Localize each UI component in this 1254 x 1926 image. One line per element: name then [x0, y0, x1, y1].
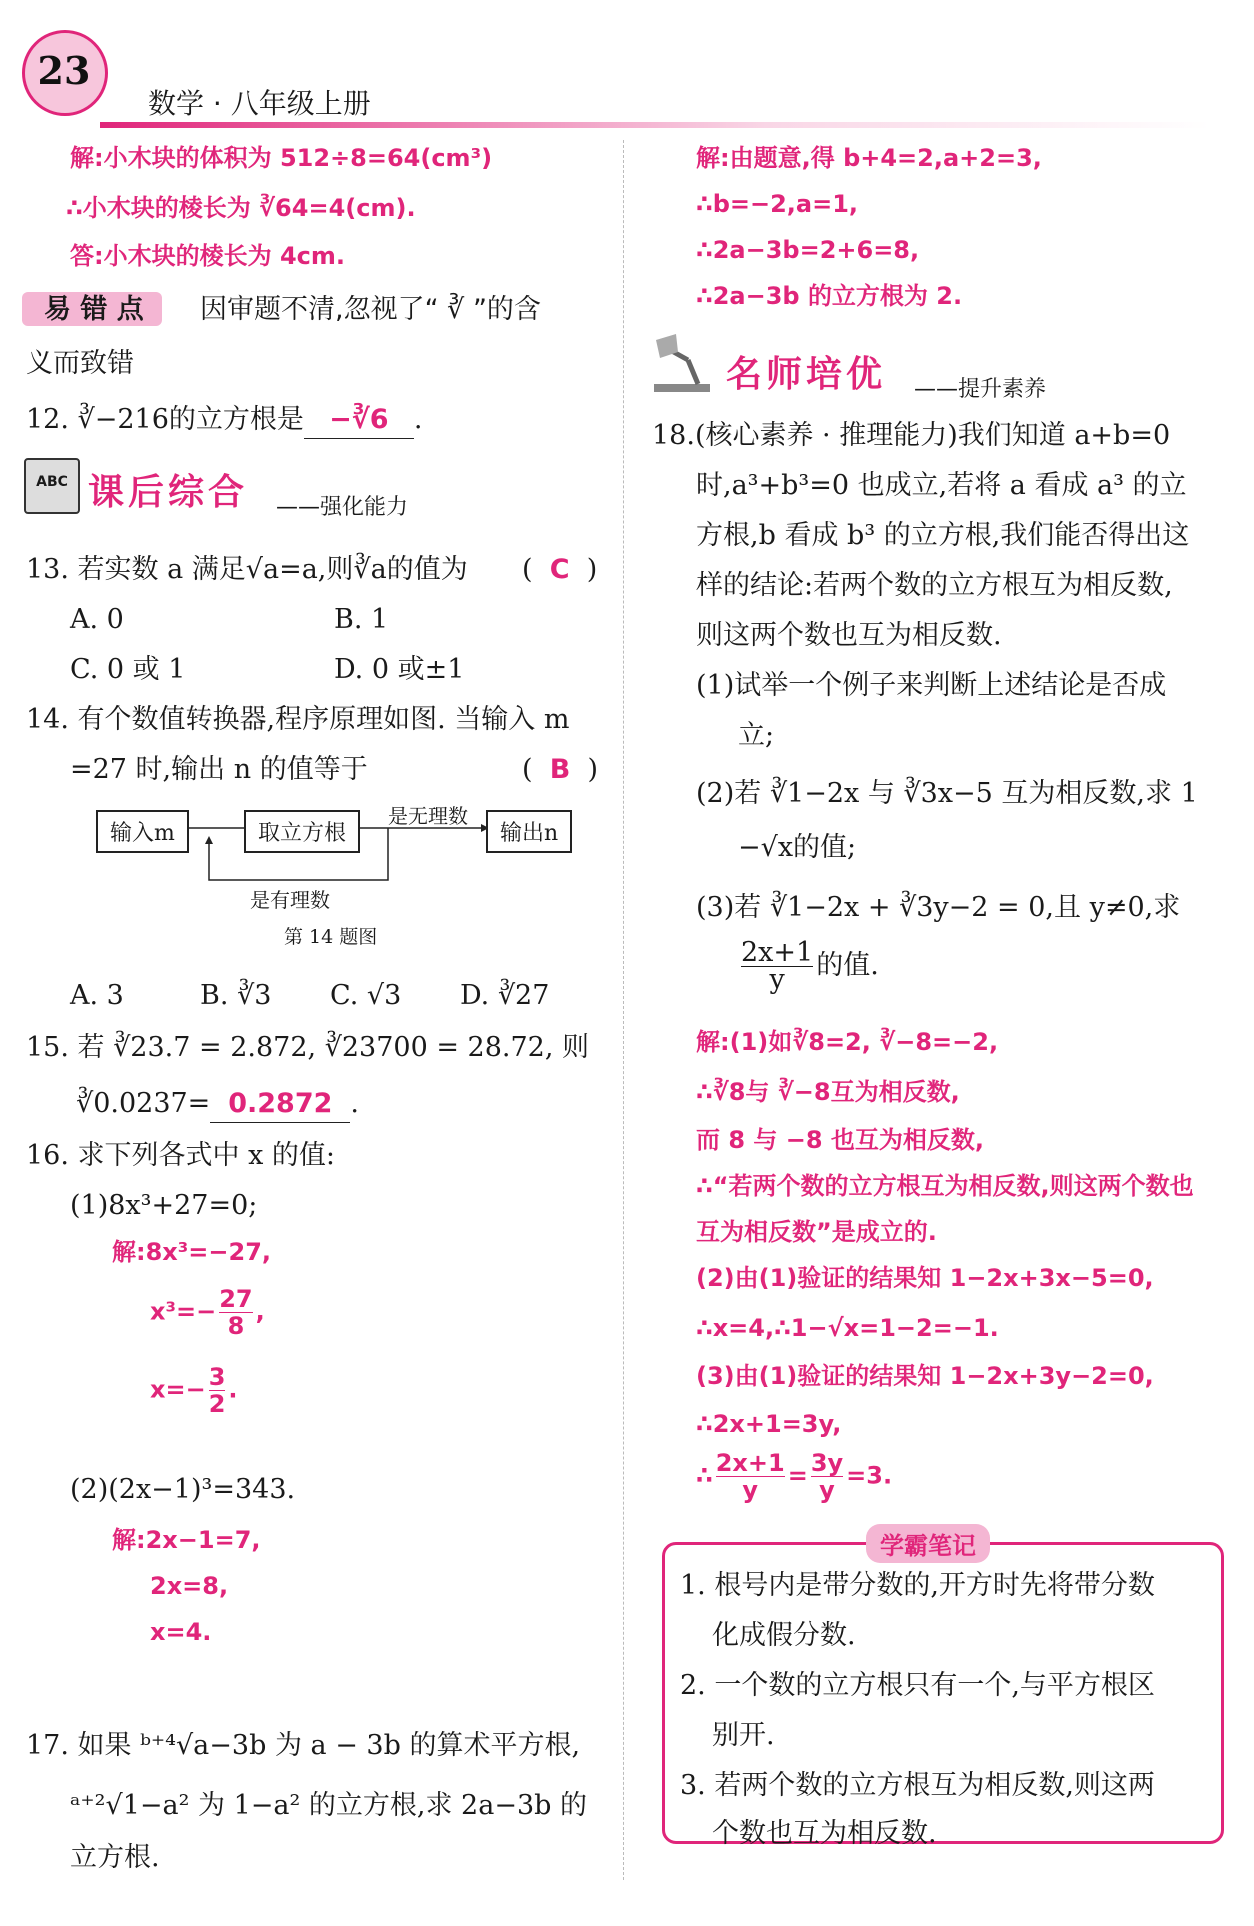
question-16-part2: (2)(2x−1)³=343. — [70, 1474, 296, 1505]
solution-line: x=4. — [150, 1618, 212, 1646]
question-16-part1: (1)8x³+27=0; — [70, 1190, 258, 1221]
note-item: 个数也互为相反数. — [712, 1818, 937, 1849]
flow-input-box: 输入m — [96, 810, 189, 853]
solution-line: ∴ $\frac{2x+1}{y}$ = $\frac{3y}{y}$ =3. — [696, 1449, 893, 1504]
solution-text: x³=− — [150, 1297, 217, 1326]
question-18: 18.(核心素养 · 推理能力)我们知道 a+b=0 — [652, 420, 1171, 451]
notes-title: 学霸笔记 — [866, 1524, 990, 1563]
solution-line: 解:(1)如∛8=2, ∛−8=−2, — [696, 1028, 999, 1056]
choice: C. 0 或 1 — [70, 654, 186, 685]
abc-book-icon: ABC — [36, 474, 68, 490]
flow-label-irrational: 是无理数 — [388, 804, 468, 828]
question-stem: 12. ∛−216的立方根是 — [26, 404, 304, 435]
note-item: 别开. — [712, 1720, 775, 1751]
solution-line: 解:2x−1=7, — [112, 1526, 261, 1554]
question-14: =27 时,输出 n 的值等于 — [70, 754, 368, 785]
solution-line: ∴x=4,∴1−√x=1−2=−1. — [696, 1314, 999, 1342]
question-stem: ∛0.0237= — [76, 1088, 211, 1119]
error-point-text: 因审题不清,忽视了“ ∛ ”的含 — [200, 294, 541, 325]
question-15-line2 — [76, 1086, 359, 1123]
punct: . — [350, 1088, 359, 1119]
solution-line: (3)由(1)验证的结果知 1−2x+3y−2=0, — [696, 1362, 1154, 1390]
question-17: 17. 如果 ᵇ⁺⁴√a−3b 为 a − 3b 的算术平方根, — [26, 1730, 581, 1761]
question-18: 样的结论:若两个数的立方根互为相反数, — [696, 570, 1173, 601]
question-16: 16. 求下列各式中 x 的值: — [26, 1140, 336, 1171]
solution-line: (2)由(1)验证的结果知 1−2x+3x−5=0, — [696, 1264, 1154, 1292]
question-18: 时,a³+b³=0 也成立,若将 a 看成 a³ 的立 — [696, 470, 1187, 501]
solution-line: 解:小木块的体积为 512÷8=64(cm³) — [70, 144, 493, 172]
solution-line: ∴小木块的棱长为 ∛64=4(cm). — [66, 194, 416, 222]
solution-line: ∴“若两个数的立方根互为相反数,则这两个数也 — [696, 1172, 1194, 1200]
flow-output-box: 输出n — [486, 810, 572, 853]
choice: B. 1 — [334, 604, 389, 635]
question-18: 则这两个数也互为相反数. — [696, 620, 1002, 651]
note-item: 化成假分数. — [712, 1620, 856, 1651]
answer-paren: ( B ) — [522, 754, 598, 785]
section-icon — [24, 458, 80, 514]
solution-line: x=− $\frac{3}{2}$ . — [150, 1363, 238, 1418]
choice: A. 0 — [70, 604, 124, 635]
answer: C — [549, 554, 570, 585]
flowchart — [96, 800, 576, 910]
solution-line: 而 8 与 −8 也互为相反数, — [696, 1126, 985, 1154]
question-17: 立方根. — [70, 1842, 160, 1873]
header-rule — [100, 122, 1210, 128]
question-15: 15. 若 ∛23.7 = 2.872, ∛23700 = 28.72, 则 — [26, 1032, 590, 1063]
solution-text: x=− — [150, 1375, 206, 1404]
question-12 — [26, 402, 422, 439]
lamp-icon — [648, 330, 718, 394]
solution-line: ∴2a−3b=2+6=8, — [696, 236, 920, 264]
question-17: ᵃ⁺²√1−a² 为 1−a² 的立方根,求 2a−3b 的 — [70, 1790, 587, 1821]
choice: D. 0 或±1 — [334, 654, 465, 685]
solution-line: 互为相反数”是成立的. — [696, 1218, 937, 1246]
book-title: 数学 · 八年级上册 — [148, 87, 371, 120]
section-subtitle: ——提升素养 — [914, 377, 1047, 402]
figure-caption: 第 14 题图 — [284, 926, 378, 948]
question-18-part2: −√x的值; — [738, 832, 857, 863]
question-14: 14. 有个数值转换器,程序原理如图. 当输入 m — [26, 704, 570, 735]
question-18-part2: (2)若 ∛1−2x 与 ∛3x−5 互为相反数,求 1 — [696, 778, 1198, 809]
answer-blank: −∛6 — [304, 402, 414, 439]
solution-line: ∴∛8与 ∛−8互为相反数, — [696, 1078, 960, 1106]
note-item: 1. 根号内是带分数的,开方时先将带分数 — [680, 1570, 1155, 1601]
answer: B — [549, 754, 571, 785]
flow-label-rational: 是有理数 — [250, 888, 330, 912]
question-18-part3-expr: $\frac{2x+1}{y}$ 的值. — [741, 937, 879, 995]
answer-blank: 0.2872 — [210, 1086, 350, 1123]
choice: B. ∛3 — [200, 980, 272, 1011]
question-18: 方根,b 看成 b³ 的立方根,我们能否得出这 — [696, 520, 1190, 551]
solution-line: 解:由题意,得 b+4=2,a+2=3, — [696, 144, 1042, 172]
page-number: 23 — [37, 48, 91, 93]
choice: D. ∛27 — [460, 980, 550, 1011]
solution-line: ∴2a−3b 的立方根为 2. — [696, 282, 963, 310]
section-title: 名师培优 — [726, 354, 887, 395]
solution-line: 答:小木块的棱长为 4cm. — [70, 242, 346, 270]
question-13: 13. 若实数 a 满足√a=a,则∛a的值为 — [26, 554, 468, 585]
question-18-part1: (1)试举一个例子来判断上述结论是否成 — [696, 670, 1167, 701]
column-divider — [623, 140, 624, 1880]
solution-line: ∴2x+1=3y, — [696, 1410, 842, 1438]
solution-line: 解:8x³=−27, — [112, 1238, 272, 1266]
flow-process-box: 取立方根 — [244, 810, 360, 853]
punct: . — [413, 404, 423, 435]
note-item: 2. 一个数的立方根只有一个,与平方根区 — [680, 1670, 1155, 1701]
header — [0, 0, 1254, 140]
choice: C. √3 — [330, 980, 402, 1011]
section-title: 课后综合 — [88, 472, 249, 513]
section-subtitle: ——强化能力 — [276, 495, 409, 520]
question-18-part1: 立; — [738, 720, 775, 751]
solution-line: x³=− $\frac{27}{8}$ , — [150, 1285, 265, 1340]
solution-line: 2x=8, — [150, 1572, 229, 1600]
note-item: 3. 若两个数的立方根互为相反数,则这两 — [680, 1770, 1155, 1801]
question-18-part3: (3)若 ∛1−2x + ∛3y−2 = 0,且 y≠0,求 — [696, 892, 1181, 923]
error-point-label: 易 错 点 — [44, 294, 144, 325]
solution-line: ∴b=−2,a=1, — [696, 190, 859, 218]
question-stem: 的值. — [816, 950, 879, 981]
answer-paren: ( C ) — [522, 554, 598, 585]
choice: A. 3 — [70, 980, 124, 1011]
error-point-text: 义而致错 — [26, 348, 134, 379]
solution-text: =3. — [846, 1461, 893, 1490]
